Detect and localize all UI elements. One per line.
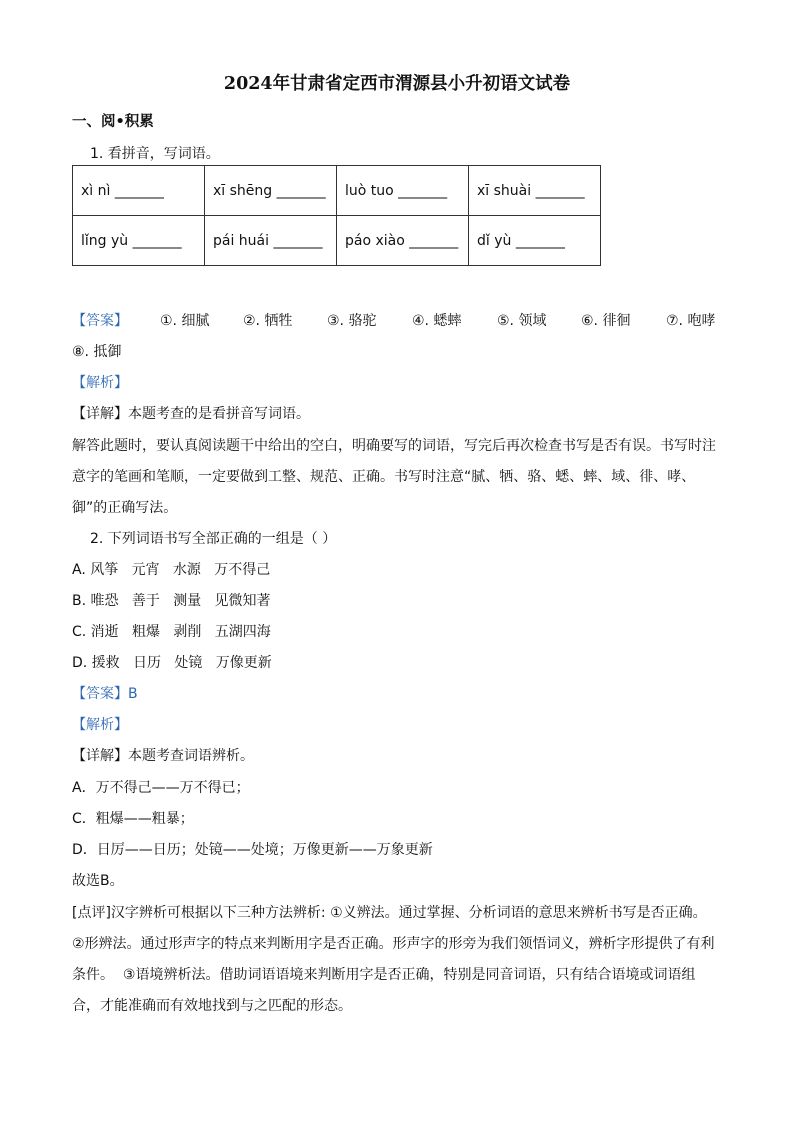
answer-item: ④. 蟋蟀 [412,313,462,329]
answer-item: ②. 牺牲 [243,313,293,329]
comment-line: [点评]汉字辨析可根据以下三种方法辨析: ①义辨法。通过掌握、分析词语的意思来辨析书写是否正确。 [72,905,707,921]
table-cell: xī shēng _______ [205,166,337,216]
analysis-label: 【解析】 [72,375,128,391]
explanation-line: A．万不得己——万不得已； [72,780,250,796]
table-cell: pái huái _______ [205,216,337,266]
comment-line: 条件。 ③语境辨析法。借助词语语境来判断用字是否正确，特别是同音词语，只有结合语境或词语组 [72,967,696,983]
paragraph-line: 御”的正确写法。 [72,500,178,516]
section-heading: 一、阅•积累 [72,114,154,130]
option-c: C. 消逝 粗爆 剥削 五湖四海 [72,624,271,640]
option-b: B. 唯恐 善于 测量 见微知著 [72,593,271,609]
answer-label: 【答案】 [72,313,128,329]
comment-line: 合，才能准确而有效地找到与之匹配的形态。 [72,998,352,1014]
paragraph-line: 意字的笔画和笔顺，一定要做到工整、规范、正确。书写时注意“腻、牺、骆、蟋、蟀、域、徘、哮、 [72,469,696,485]
answer-item: ③. 骆驼 [327,313,377,329]
table-cell: luò tuo _______ [337,166,469,216]
comment-line: ②形辨法。通过形声字的特点来判断用字是否正确。形声字的形旁为我们领悟词义，辨析字形提供了有利 [72,936,715,952]
answer-text: 【答案】B [72,686,138,702]
question-1-stem: 1. 看拼音，写词语。 [90,146,220,162]
answer-item: ⑦. 咆哮 [666,313,716,329]
option-d: D. 援救 日历 处镜 万像更新 [72,655,272,671]
table-cell: lǐng yù _______ [73,216,205,266]
question-2-stem: 2. 下列词语书写全部正确的一组是（ ） [90,531,337,547]
paragraph-line: 解答此题时，要认真阅读题干中给出的空白，明确要写的词语，写完后再次检查书写是否有误。书写时注 [72,438,716,454]
table-cell: xì nì _______ [73,166,205,216]
explanation-line: C．粗爆——粗暴； [72,811,194,827]
answer-item: ①. 细腻 [160,313,210,329]
answer-item: ⑧. 抵御 [72,344,122,360]
table-cell: dǐ yù _______ [469,216,601,266]
table-cell: xī shuài _______ [469,166,601,216]
table-cell: páo xiào _______ [337,216,469,266]
page-title: 2024年甘肃省定西市渭源县小升初语文试卷 [223,74,571,94]
detail-text: 【详解】本题考查词语辨析。 [72,748,254,764]
table-row [73,216,601,266]
analysis-label: 【解析】 [72,717,128,733]
option-a: A. 风筝 元宵 水源 万不得己 [72,562,271,578]
explanation-line: D．日厉——日历；处镜——处境；万像更新——万象更新 [72,842,433,858]
pinyin-table [72,165,601,266]
answer-item: ⑥. 徘徊 [581,313,631,329]
answer-item: ⑤. 领域 [497,313,547,329]
explanation-line: 故选B。 [72,873,124,889]
table-row [73,166,601,216]
detail-text: 【详解】本题考查的是看拼音写词语。 [72,406,310,422]
